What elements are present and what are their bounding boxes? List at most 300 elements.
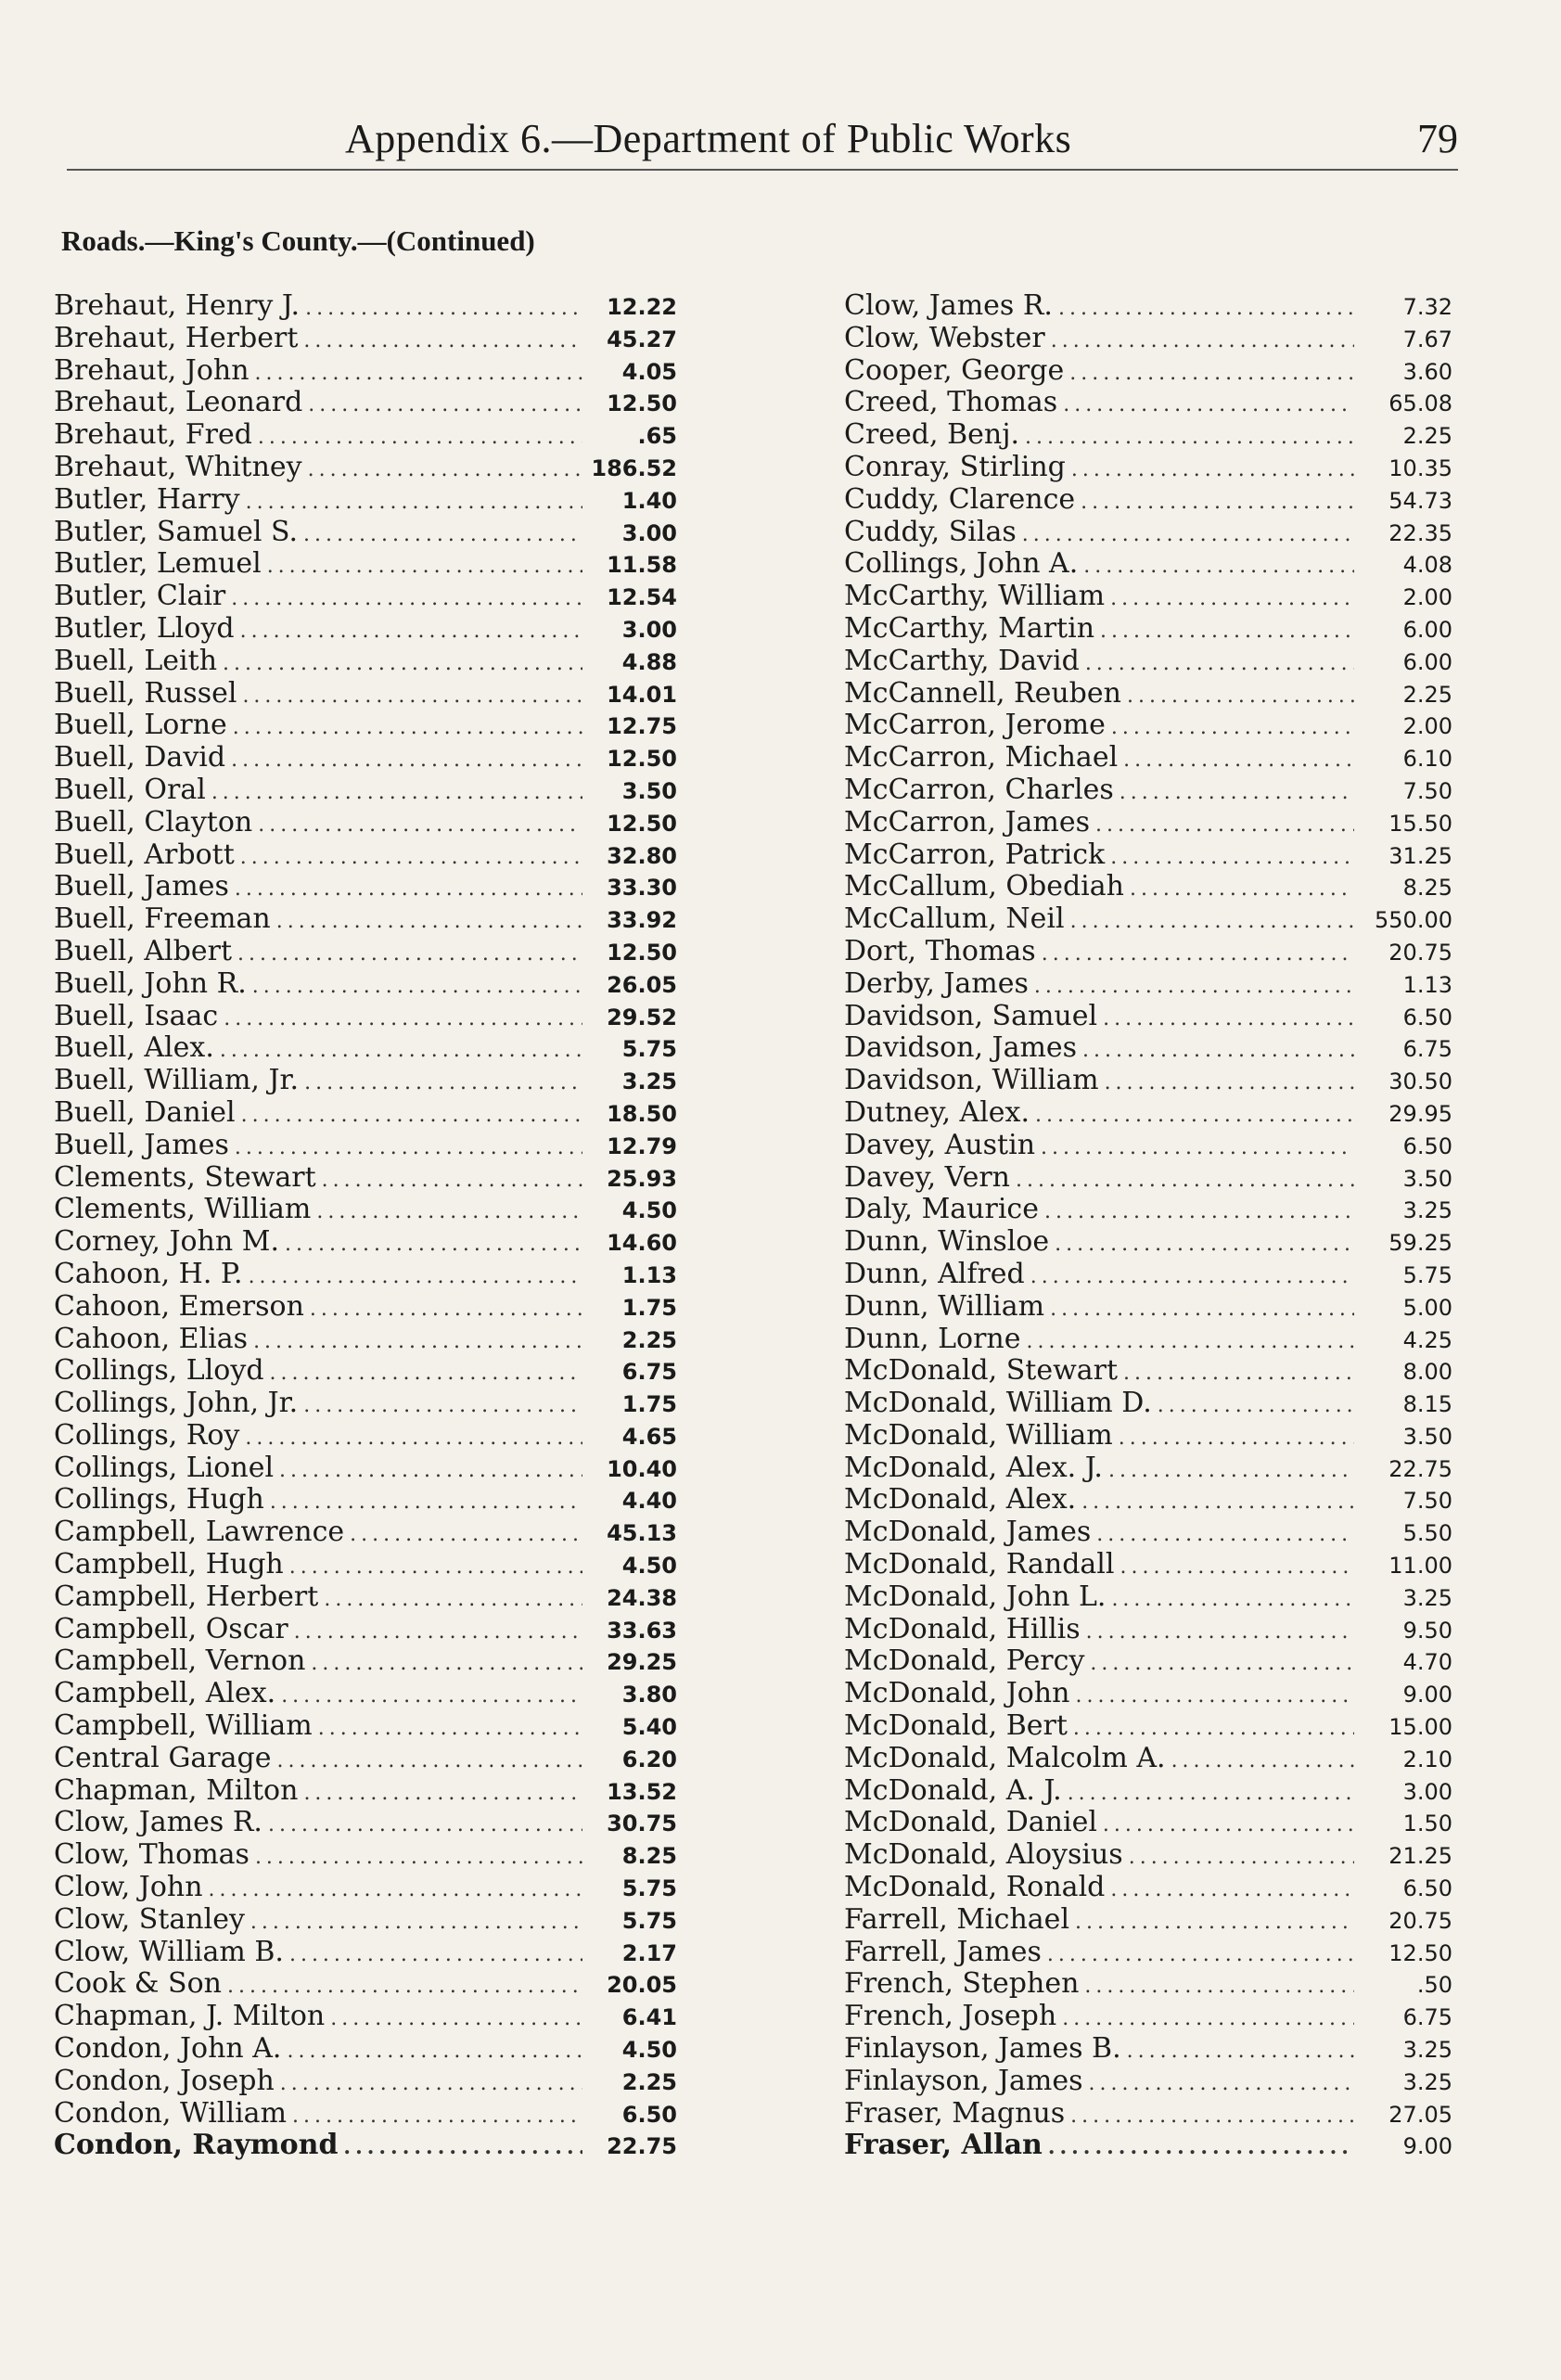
entry-amount: 1.50	[1402, 1811, 1452, 1837]
entry-name: Campbell, Alex.	[54, 1677, 276, 1710]
dot-leader	[1096, 1523, 1354, 1546]
entry-name: Cooper, George	[844, 353, 1065, 387]
list-item	[844, 2065, 1452, 2097]
list-item	[54, 1709, 677, 1742]
entry-amount: 45.13	[607, 1520, 677, 1547]
entry-name: Collings, Lionel	[54, 1451, 275, 1484]
entry-amount: 2.00	[1402, 584, 1452, 611]
list-item	[54, 1161, 677, 1194]
entry-name: Campbell, Lawrence	[54, 1516, 345, 1549]
entry-name: Buell, Freeman	[54, 902, 271, 935]
dot-leader	[258, 813, 582, 837]
dot-leader	[322, 1169, 582, 1192]
dot-leader	[224, 1007, 582, 1030]
entry-amount: 33.30	[607, 875, 677, 902]
entry-amount: 6.75	[1402, 1036, 1452, 1063]
entry-name: Condon, John A.	[54, 2032, 282, 2065]
list-item	[54, 1806, 677, 1838]
entry-name: Davidson, James	[844, 1031, 1078, 1065]
list-item	[844, 516, 1452, 548]
list-item	[54, 2097, 677, 2130]
entry-amount: 2.17	[621, 1939, 677, 1966]
dot-leader	[1082, 1039, 1354, 1062]
entry-amount: 7.67	[1402, 326, 1452, 352]
entry-name: Cahoon, H. P.	[54, 1257, 243, 1290]
entry-name: McCarthy, Martin	[844, 611, 1095, 645]
list-item	[54, 1225, 677, 1258]
list-item	[844, 612, 1452, 645]
entry-name: Campbell, Herbert	[54, 1580, 319, 1613]
entry-amount: 54.73	[1388, 487, 1452, 514]
list-item	[844, 451, 1452, 483]
entry-name: McDonald, William D.	[844, 1387, 1152, 1419]
list-item	[54, 838, 677, 871]
entry-name: McDonald, Percy	[844, 1644, 1085, 1678]
dot-leader	[268, 1813, 582, 1836]
list-item	[844, 1774, 1452, 1807]
entry-name: Campbell, Oscar	[54, 1612, 288, 1645]
dot-leader	[1123, 1362, 1354, 1385]
entry-amount: 27.05	[1388, 2101, 1452, 2128]
entry-name: Buell, James	[54, 1128, 229, 1161]
dot-leader	[211, 781, 582, 804]
entry-name: Chapman, Milton	[54, 1773, 299, 1807]
right-column	[844, 289, 1452, 2161]
entry-name: Campbell, Hugh	[54, 1548, 284, 1580]
dot-leader	[1034, 975, 1354, 998]
entry-amount: 33.63	[607, 1617, 677, 1644]
entry-amount: 2.25	[621, 1326, 677, 1353]
entry-name: McDonald, Randall	[844, 1548, 1115, 1580]
entry-name: Brehaut, John	[54, 353, 250, 387]
list-item	[844, 741, 1452, 774]
entry-amount: 13.52	[607, 1778, 677, 1805]
entry-name: Clow, James R.	[54, 1806, 262, 1839]
list-item	[844, 547, 1452, 580]
entry-name: Fraser, Magnus	[844, 2096, 1066, 2130]
dot-leader	[245, 1427, 582, 1450]
dot-leader	[237, 942, 582, 966]
dot-leader	[1086, 1620, 1354, 1644]
list-item	[844, 1290, 1452, 1323]
list-item	[844, 709, 1452, 741]
entry-amount: 3.50	[621, 777, 677, 804]
list-item	[844, 1967, 1452, 2000]
dot-leader	[1016, 1169, 1354, 1192]
entry-name: Butler, Samuel S.	[54, 515, 298, 548]
entry-name: Collings, John, Jr.	[54, 1387, 299, 1419]
list-item	[54, 1774, 677, 1807]
dot-leader	[1047, 1943, 1354, 1966]
list-item	[844, 1548, 1452, 1580]
entry-amount: 33.92	[607, 907, 677, 934]
list-item	[844, 386, 1452, 418]
dot-leader	[246, 491, 582, 514]
list-item	[844, 1225, 1452, 1258]
entry-name: Buell, Isaac	[54, 999, 219, 1032]
dot-leader	[270, 1362, 582, 1385]
entry-name: Campbell, Vernon	[54, 1644, 306, 1678]
dot-leader	[1127, 2040, 1354, 2063]
entry-name: Dunn, William	[844, 1289, 1045, 1323]
dot-leader	[1058, 297, 1354, 320]
list-item	[54, 1031, 677, 1064]
entry-name: Clements, William	[54, 1193, 312, 1226]
list-item	[54, 1258, 677, 1290]
entry-name: Butler, Clair	[54, 580, 226, 612]
entry-name: Buell, David	[54, 741, 226, 774]
dot-leader	[267, 555, 582, 578]
entry-name: Dunn, Winsloe	[844, 1225, 1050, 1258]
list-item	[54, 1967, 677, 2000]
entry-name: Davidson, Samuel	[844, 999, 1098, 1032]
entry-amount: 3.50	[1402, 1165, 1452, 1192]
entry-amount: 4.08	[1402, 552, 1452, 579]
entry-name: Collings, Lloyd	[54, 1354, 264, 1388]
list-item	[844, 1419, 1452, 1452]
entry-amount: 10.40	[607, 1455, 677, 1482]
list-item	[54, 1419, 677, 1452]
dot-leader	[1063, 393, 1354, 416]
dot-leader	[235, 877, 582, 901]
entry-name: Clements, Stewart	[54, 1160, 316, 1194]
list-item	[844, 967, 1452, 1000]
dot-leader	[252, 975, 582, 998]
dot-leader	[209, 1878, 582, 1901]
entry-name: French, Stephen	[844, 1967, 1080, 2001]
entry-amount: 1.75	[621, 1294, 677, 1321]
dot-leader	[279, 1459, 582, 1482]
entry-name: McCarron, Charles	[844, 773, 1114, 806]
entry-name: Cook & Son	[54, 1967, 222, 2001]
entry-amount: 2.25	[1402, 423, 1452, 450]
entry-amount: 6.20	[621, 1746, 677, 1772]
list-item	[54, 612, 677, 645]
entry-amount: 4.05	[621, 358, 677, 385]
entry-amount: 12.79	[607, 1132, 677, 1159]
dot-leader	[1158, 1394, 1354, 1417]
entry-amount: 4.50	[621, 1553, 677, 1580]
list-item	[844, 2129, 1452, 2161]
section-title: Roads.—King's County.—(Continued)	[61, 224, 535, 257]
entry-name: Davey, Austin	[844, 1128, 1036, 1161]
list-item	[54, 1871, 677, 1903]
entry-amount: 3.25	[1402, 2037, 1452, 2064]
entry-amount: 59.25	[1388, 1230, 1452, 1257]
entry-name: McDonald, John	[844, 1677, 1070, 1710]
entry-name: Brehaut, Henry J.	[54, 289, 301, 322]
entry-amount: 6.50	[621, 2101, 677, 2128]
dot-leader	[1081, 1491, 1354, 1514]
entry-name: Dort, Thomas	[844, 934, 1036, 967]
entry-amount: 3.80	[621, 1682, 677, 1708]
dot-leader	[1051, 329, 1354, 352]
entry-amount: 22.35	[1388, 519, 1452, 546]
entry-name: Creed, Thomas	[844, 386, 1058, 419]
list-item	[54, 547, 677, 580]
list-item	[844, 1354, 1452, 1387]
dot-leader	[289, 1555, 582, 1579]
entry-name: Clow, William B.	[54, 1935, 284, 1968]
entry-name: Brehaut, Leonard	[54, 386, 303, 419]
entry-amount: 6.75	[621, 1359, 677, 1386]
entry-amount: 7.32	[1402, 294, 1452, 320]
dot-leader	[231, 587, 582, 610]
entry-name: McCarron, Michael	[844, 741, 1119, 774]
dot-leader	[1090, 1652, 1354, 1675]
entry-name: Collings, Hugh	[54, 1483, 264, 1516]
entry-name: McCarthy, David	[844, 644, 1080, 677]
entry-name: Corney, John M.	[54, 1225, 279, 1258]
list-item	[54, 2129, 677, 2161]
entry-name: Conray, Stirling	[844, 450, 1066, 483]
entry-amount: 12.50	[1388, 1939, 1452, 1966]
entry-amount: .50	[1416, 1972, 1452, 1999]
entry-amount: 12.22	[607, 294, 677, 320]
dot-leader	[1085, 652, 1354, 675]
entry-amount: 12.50	[607, 390, 677, 417]
dot-leader	[1089, 2072, 1354, 2095]
entry-name: Buell, James	[54, 870, 229, 903]
entry-amount: 4.65	[621, 1423, 677, 1450]
list-item	[844, 838, 1452, 871]
entry-name: Buell, Albert	[54, 934, 232, 967]
entry-name: Clow, Webster	[844, 321, 1045, 354]
entry-name: Condon, Raymond	[54, 2129, 339, 2162]
entry-name: McCallum, Obediah	[844, 870, 1124, 903]
entry-name: Collings, John A.	[844, 547, 1079, 581]
entry-name: Chapman, J. Milton	[54, 2000, 326, 2033]
entry-amount: 7.50	[1402, 1488, 1452, 1515]
dot-leader	[281, 1684, 582, 1708]
entry-name: Brehaut, Whitney	[54, 450, 302, 483]
list-item	[54, 1323, 677, 1355]
entry-name: Farrell, James	[844, 1935, 1042, 1968]
entry-name: Fraser, Allan	[844, 2129, 1043, 2162]
list-item	[54, 1580, 677, 1613]
list-item	[54, 580, 677, 612]
dot-leader	[1073, 1717, 1354, 1740]
list-item	[54, 806, 677, 838]
entry-amount: 12.50	[607, 939, 677, 966]
list-item	[54, 1387, 677, 1419]
entry-amount: 12.50	[607, 810, 677, 837]
entry-name: McDonald, John L.	[844, 1580, 1107, 1613]
entry-amount: 550.00	[1375, 907, 1452, 934]
dot-leader	[242, 685, 582, 708]
entry-name: Daly, Maurice	[844, 1193, 1039, 1226]
header-rule	[67, 169, 1458, 171]
entry-amount: 6.50	[1402, 1004, 1452, 1030]
dot-leader	[1110, 587, 1354, 610]
entry-amount: 10.35	[1388, 454, 1452, 481]
dot-leader	[1103, 1007, 1354, 1030]
list-item	[844, 1742, 1452, 1774]
list-item	[54, 1129, 677, 1161]
list-item	[844, 1031, 1452, 1064]
list-item	[54, 1096, 677, 1129]
dot-leader	[287, 2040, 582, 2063]
list-item	[844, 1709, 1452, 1742]
dot-leader	[1069, 362, 1354, 385]
dot-leader	[303, 1394, 582, 1417]
entry-amount: 11.00	[1388, 1553, 1452, 1580]
entry-amount: 5.75	[621, 1875, 677, 1902]
entry-amount: 2.25	[621, 2068, 677, 2095]
list-item	[844, 1064, 1452, 1096]
list-item	[844, 1580, 1452, 1613]
list-item	[54, 1193, 677, 1225]
dot-leader	[303, 1782, 582, 1805]
entry-name: Buell, Daniel	[54, 1095, 236, 1129]
entry-name: Clow, James R.	[844, 289, 1053, 322]
dot-leader	[270, 1491, 582, 1514]
entry-name: McDonald, A. J.	[844, 1773, 1062, 1807]
entry-amount: 29.52	[607, 1004, 677, 1030]
list-item	[844, 354, 1452, 387]
entry-name: McDonald, Aloysius	[844, 1838, 1123, 1872]
dot-leader	[294, 1620, 582, 1644]
list-item	[54, 1516, 677, 1548]
dot-leader	[1044, 1200, 1354, 1223]
entry-amount: 15.50	[1388, 810, 1452, 837]
entry-amount: 186.52	[591, 454, 677, 481]
page-title: Appendix 6.—Department of Public Works	[345, 116, 1072, 161]
entry-amount: 21.25	[1388, 1843, 1452, 1870]
entry-name: McDonald, William	[844, 1418, 1113, 1452]
list-item	[54, 1677, 677, 1709]
dot-leader	[1083, 555, 1354, 578]
entry-name: Butler, Lemuel	[54, 547, 262, 581]
list-item	[54, 322, 677, 354]
dot-leader	[250, 1911, 582, 1934]
dot-leader	[1070, 2105, 1354, 2128]
entry-amount: 18.50	[607, 1100, 677, 1127]
entry-amount: 8.15	[1402, 1391, 1452, 1418]
list-item	[54, 870, 677, 902]
dot-leader	[1108, 1459, 1354, 1482]
list-item	[54, 1354, 677, 1387]
entry-amount: 3.25	[1402, 1197, 1452, 1224]
entry-name: Butler, Lloyd	[54, 611, 235, 645]
dot-leader	[1070, 910, 1354, 933]
entry-name: French, Joseph	[844, 2000, 1057, 2033]
dot-leader	[318, 1717, 582, 1740]
entry-name: Condon, William	[54, 2096, 288, 2130]
dot-leader	[305, 297, 582, 320]
entry-name: Condon, Joseph	[54, 2064, 275, 2097]
dot-leader	[1048, 2135, 1354, 2159]
list-item	[844, 774, 1452, 806]
entry-name: McDonald, Bert	[844, 1709, 1068, 1742]
entry-amount: 30.50	[1388, 1068, 1452, 1095]
left-column	[54, 289, 677, 2161]
dot-leader	[1103, 1813, 1354, 1836]
list-item	[844, 289, 1452, 322]
list-item	[54, 1290, 677, 1323]
list-item	[54, 774, 677, 806]
dot-leader	[276, 1749, 582, 1772]
list-item	[844, 1387, 1452, 1419]
list-item	[54, 967, 677, 1000]
dot-leader	[1119, 1427, 1354, 1450]
entry-name: Clow, Thomas	[54, 1838, 250, 1872]
dot-leader	[227, 1975, 582, 1998]
entry-name: Davey, Vern	[844, 1160, 1011, 1194]
entry-amount: 11.58	[607, 552, 677, 579]
entry-name: Dunn, Alfred	[844, 1257, 1025, 1290]
dot-leader	[276, 910, 582, 933]
entry-name: Campbell, William	[54, 1709, 313, 1742]
entry-amount: 4.88	[621, 648, 677, 675]
dot-leader	[1027, 1330, 1355, 1353]
dot-leader	[304, 1071, 582, 1094]
entry-amount: 4.70	[1402, 1649, 1452, 1676]
list-item	[844, 1129, 1452, 1161]
list-item	[844, 1871, 1452, 1903]
entry-amount: 29.95	[1388, 1100, 1452, 1127]
list-item	[54, 1903, 677, 1936]
entry-name: Cahoon, Elias	[54, 1322, 249, 1355]
list-item	[54, 418, 677, 451]
entry-amount: 30.75	[607, 1811, 677, 1837]
dot-leader	[1111, 1588, 1354, 1611]
list-item	[54, 677, 677, 710]
entry-amount: 65.08	[1388, 390, 1452, 417]
entry-amount: 31.25	[1388, 842, 1452, 869]
list-item	[844, 580, 1452, 612]
entry-amount: 6.10	[1402, 746, 1452, 773]
entry-amount: 6.41	[621, 2004, 677, 2031]
dot-leader	[1171, 1749, 1354, 1772]
dot-leader	[231, 749, 582, 772]
entry-amount: 7.50	[1402, 777, 1452, 804]
entry-name: Central Garage	[54, 1741, 272, 1774]
dot-leader	[1050, 1298, 1354, 1321]
entry-amount: 12.75	[607, 713, 677, 740]
list-item	[844, 1096, 1452, 1129]
entry-amount: 4.25	[1402, 1326, 1452, 1353]
dot-leader	[1111, 716, 1354, 739]
list-item	[844, 870, 1452, 902]
page-number: 79	[1417, 116, 1458, 161]
dot-leader	[220, 1039, 582, 1062]
entry-name: McDonald, James	[844, 1516, 1092, 1549]
list-item	[54, 1838, 677, 1871]
list-item	[54, 386, 677, 418]
entry-amount: 3.60	[1402, 358, 1452, 385]
entry-amount: 20.75	[1388, 939, 1452, 966]
list-item	[54, 645, 677, 677]
dot-leader	[1062, 2007, 1354, 2030]
entry-amount: 5.50	[1402, 1520, 1452, 1547]
list-item	[54, 483, 677, 516]
entry-amount: 14.60	[607, 1230, 677, 1257]
entry-amount: 6.50	[1402, 1132, 1452, 1159]
entry-name: Buell, Leith	[54, 644, 218, 677]
entry-name: Farrell, Michael	[844, 1902, 1070, 1936]
entry-amount: 1.75	[621, 1391, 677, 1418]
list-item	[844, 902, 1452, 935]
entry-name: Finlayson, James B.	[844, 2032, 1121, 2065]
entry-name: Buell, John R.	[54, 966, 247, 1000]
entry-name: Cuddy, Clarence	[844, 482, 1076, 516]
entry-name: Dunn, Lorne	[844, 1322, 1021, 1355]
entry-name: McDonald, Stewart	[844, 1354, 1119, 1388]
entry-name: McDonald, Ronald	[844, 1871, 1106, 1903]
dot-leader	[1127, 685, 1354, 708]
dot-leader	[1120, 1555, 1354, 1579]
